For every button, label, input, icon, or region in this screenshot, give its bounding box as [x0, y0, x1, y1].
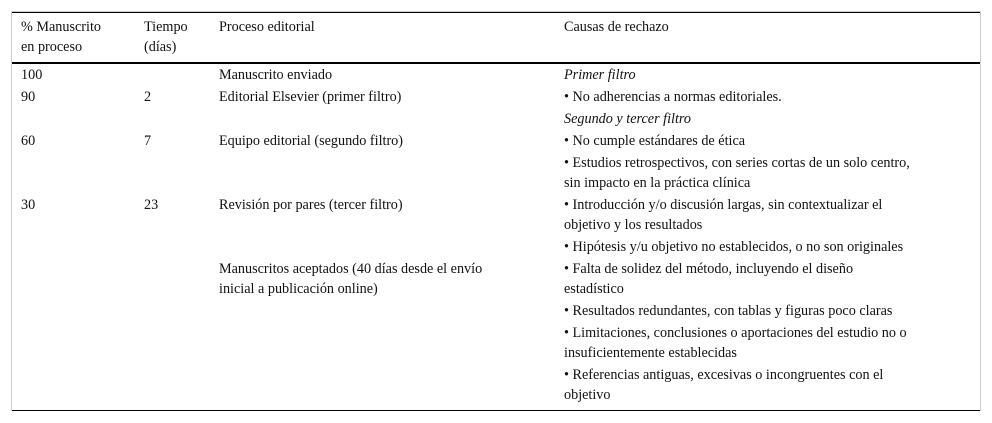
row-7-process: Manuscritos aceptados (40 días desde el envío [219, 261, 483, 277]
row-4-cause: • Estudios retrospectivos, con series cortas de un solo centro, [564, 155, 910, 171]
row-5-pct: 30 [21, 197, 36, 213]
row-8-cause: • Resultados redundantes, con tablas y figuras poco claras [564, 303, 893, 319]
row-3-process: Equipo editorial (segundo filtro) [219, 133, 404, 149]
row-1-cause: • No adherencias a normas editoriales. [564, 89, 782, 105]
table-top-rule [12, 12, 980, 13]
row-9-cause-line2: insuficientemente establecidas [564, 345, 737, 361]
row-9-cause: • Limitaciones, conclusiones o aportaciones del estudio no o [564, 325, 907, 341]
row-7-cause-line2: estadístico [564, 281, 624, 297]
row-0-cause: Primer filtro [564, 67, 636, 83]
row-2-cause: Segundo y tercer filtro [564, 111, 692, 127]
header-editorial-process: Proceso editorial [219, 19, 315, 35]
row-3-cause: • No cumple estándares de ética [564, 133, 746, 149]
row-4-cause-line2: sin impacto en la práctica clínica [564, 175, 751, 191]
row-5-cause-line2: objetivo y los resultados [564, 217, 703, 233]
row-1-pct: 90 [21, 89, 36, 105]
table-bottom-rule [12, 410, 980, 411]
header-rejection-causes: Causas de rechazo [564, 19, 669, 35]
row-1-process: Editorial Elsevier (primer filtro) [219, 89, 402, 105]
header-pct-manuscript-line2: en proceso [21, 39, 83, 55]
row-0-pct: 100 [21, 67, 43, 83]
row-0-process: Manuscrito enviado [219, 67, 333, 83]
header-bottom-rule [12, 62, 980, 64]
row-6-cause: • Hipótesis y/u objetivo no establecidos, o no son originales [564, 239, 904, 255]
row-5-cause: • Introducción y/o discusión largas, sin contextualizar el [564, 197, 883, 213]
row-10-cause: • Referencias antiguas, excesivas o incongruentes con el [564, 367, 884, 383]
header-pct-manuscript: % Manuscrito [21, 19, 101, 35]
row-3-time: 7 [144, 133, 152, 149]
row-7-cause: • Falta de solidez del método, incluyendo el diseño [564, 261, 854, 277]
row-1-time: 2 [144, 89, 152, 105]
header-time-line2: (días) [144, 39, 177, 55]
row-7-process-line2: inicial a publicación online) [219, 281, 378, 297]
header-time: Tiempo [144, 19, 188, 35]
row-3-pct: 60 [21, 133, 36, 149]
row-5-process: Revisión por pares (tercer filtro) [219, 197, 403, 213]
row-5-time: 23 [144, 197, 159, 213]
row-10-cause-line2: objetivo [564, 387, 611, 403]
